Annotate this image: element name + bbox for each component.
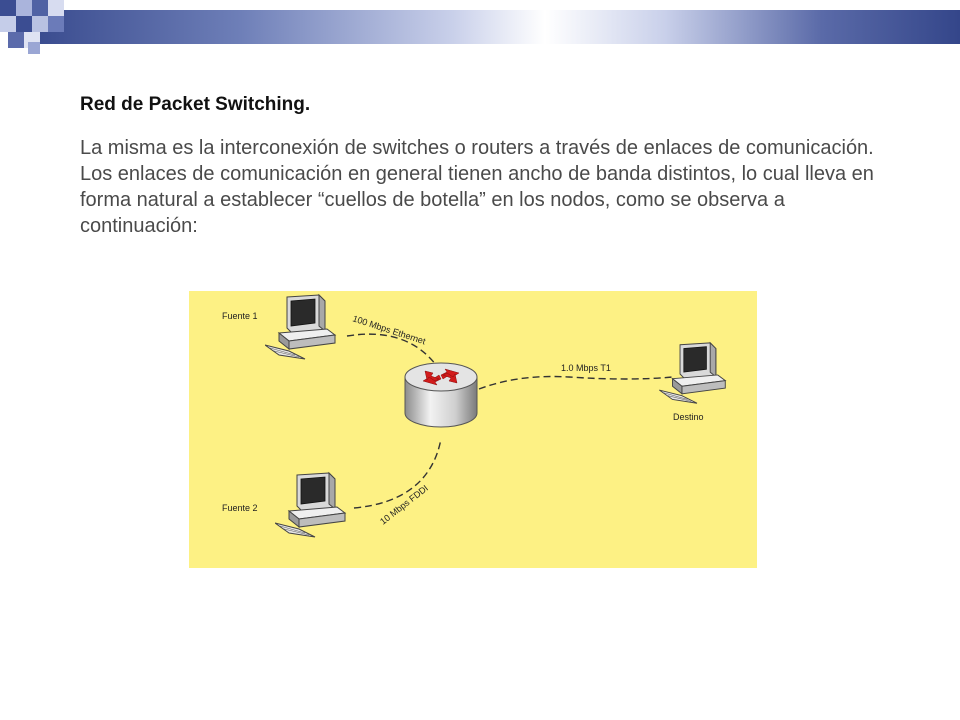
label-link-t1: 1.0 Mbps T1: [561, 363, 611, 373]
slide-body-text: La misma es la interconexión de switches o routers a través de enlaces de comunicación. Los enlaces de comunicación en general tienen ancho de banda distintos, lo cual lleva en forma natural a establecer “cuellos de botella” en los nodos, como se observa a continuación:: [80, 137, 874, 237]
deco-square: [32, 16, 48, 32]
label-source2: Fuente 2: [222, 503, 258, 513]
network-diagram-svg: [189, 291, 757, 568]
link-t1-line: [479, 377, 673, 390]
label-source1: Fuente 1: [222, 311, 258, 321]
deco-square: [48, 16, 64, 32]
slide-title: Red de Packet Switching.: [80, 94, 311, 115]
header-decoration: [0, 0, 960, 58]
header-gradient-bar: [38, 10, 960, 44]
label-destination: Destino: [673, 412, 704, 422]
deco-square: [16, 0, 32, 16]
deco-square: [16, 16, 32, 32]
label-link-ethernet: 100 Mbps Ethernet: [351, 313, 427, 347]
deco-square: [8, 32, 24, 48]
link-fddi-line: [354, 439, 441, 508]
deco-square: [28, 42, 40, 54]
computer-icon-destination: [659, 343, 725, 403]
deco-square: [48, 0, 64, 16]
deco-square: [0, 0, 16, 16]
computer-icon-source2: [275, 473, 345, 537]
network-diagram: [189, 291, 757, 568]
deco-square: [32, 0, 48, 16]
router-icon: [405, 363, 477, 427]
label-link-fddi: 10 Mbps FDDI: [378, 482, 430, 527]
computer-icon-source1: [265, 295, 335, 359]
deco-square: [0, 16, 16, 32]
